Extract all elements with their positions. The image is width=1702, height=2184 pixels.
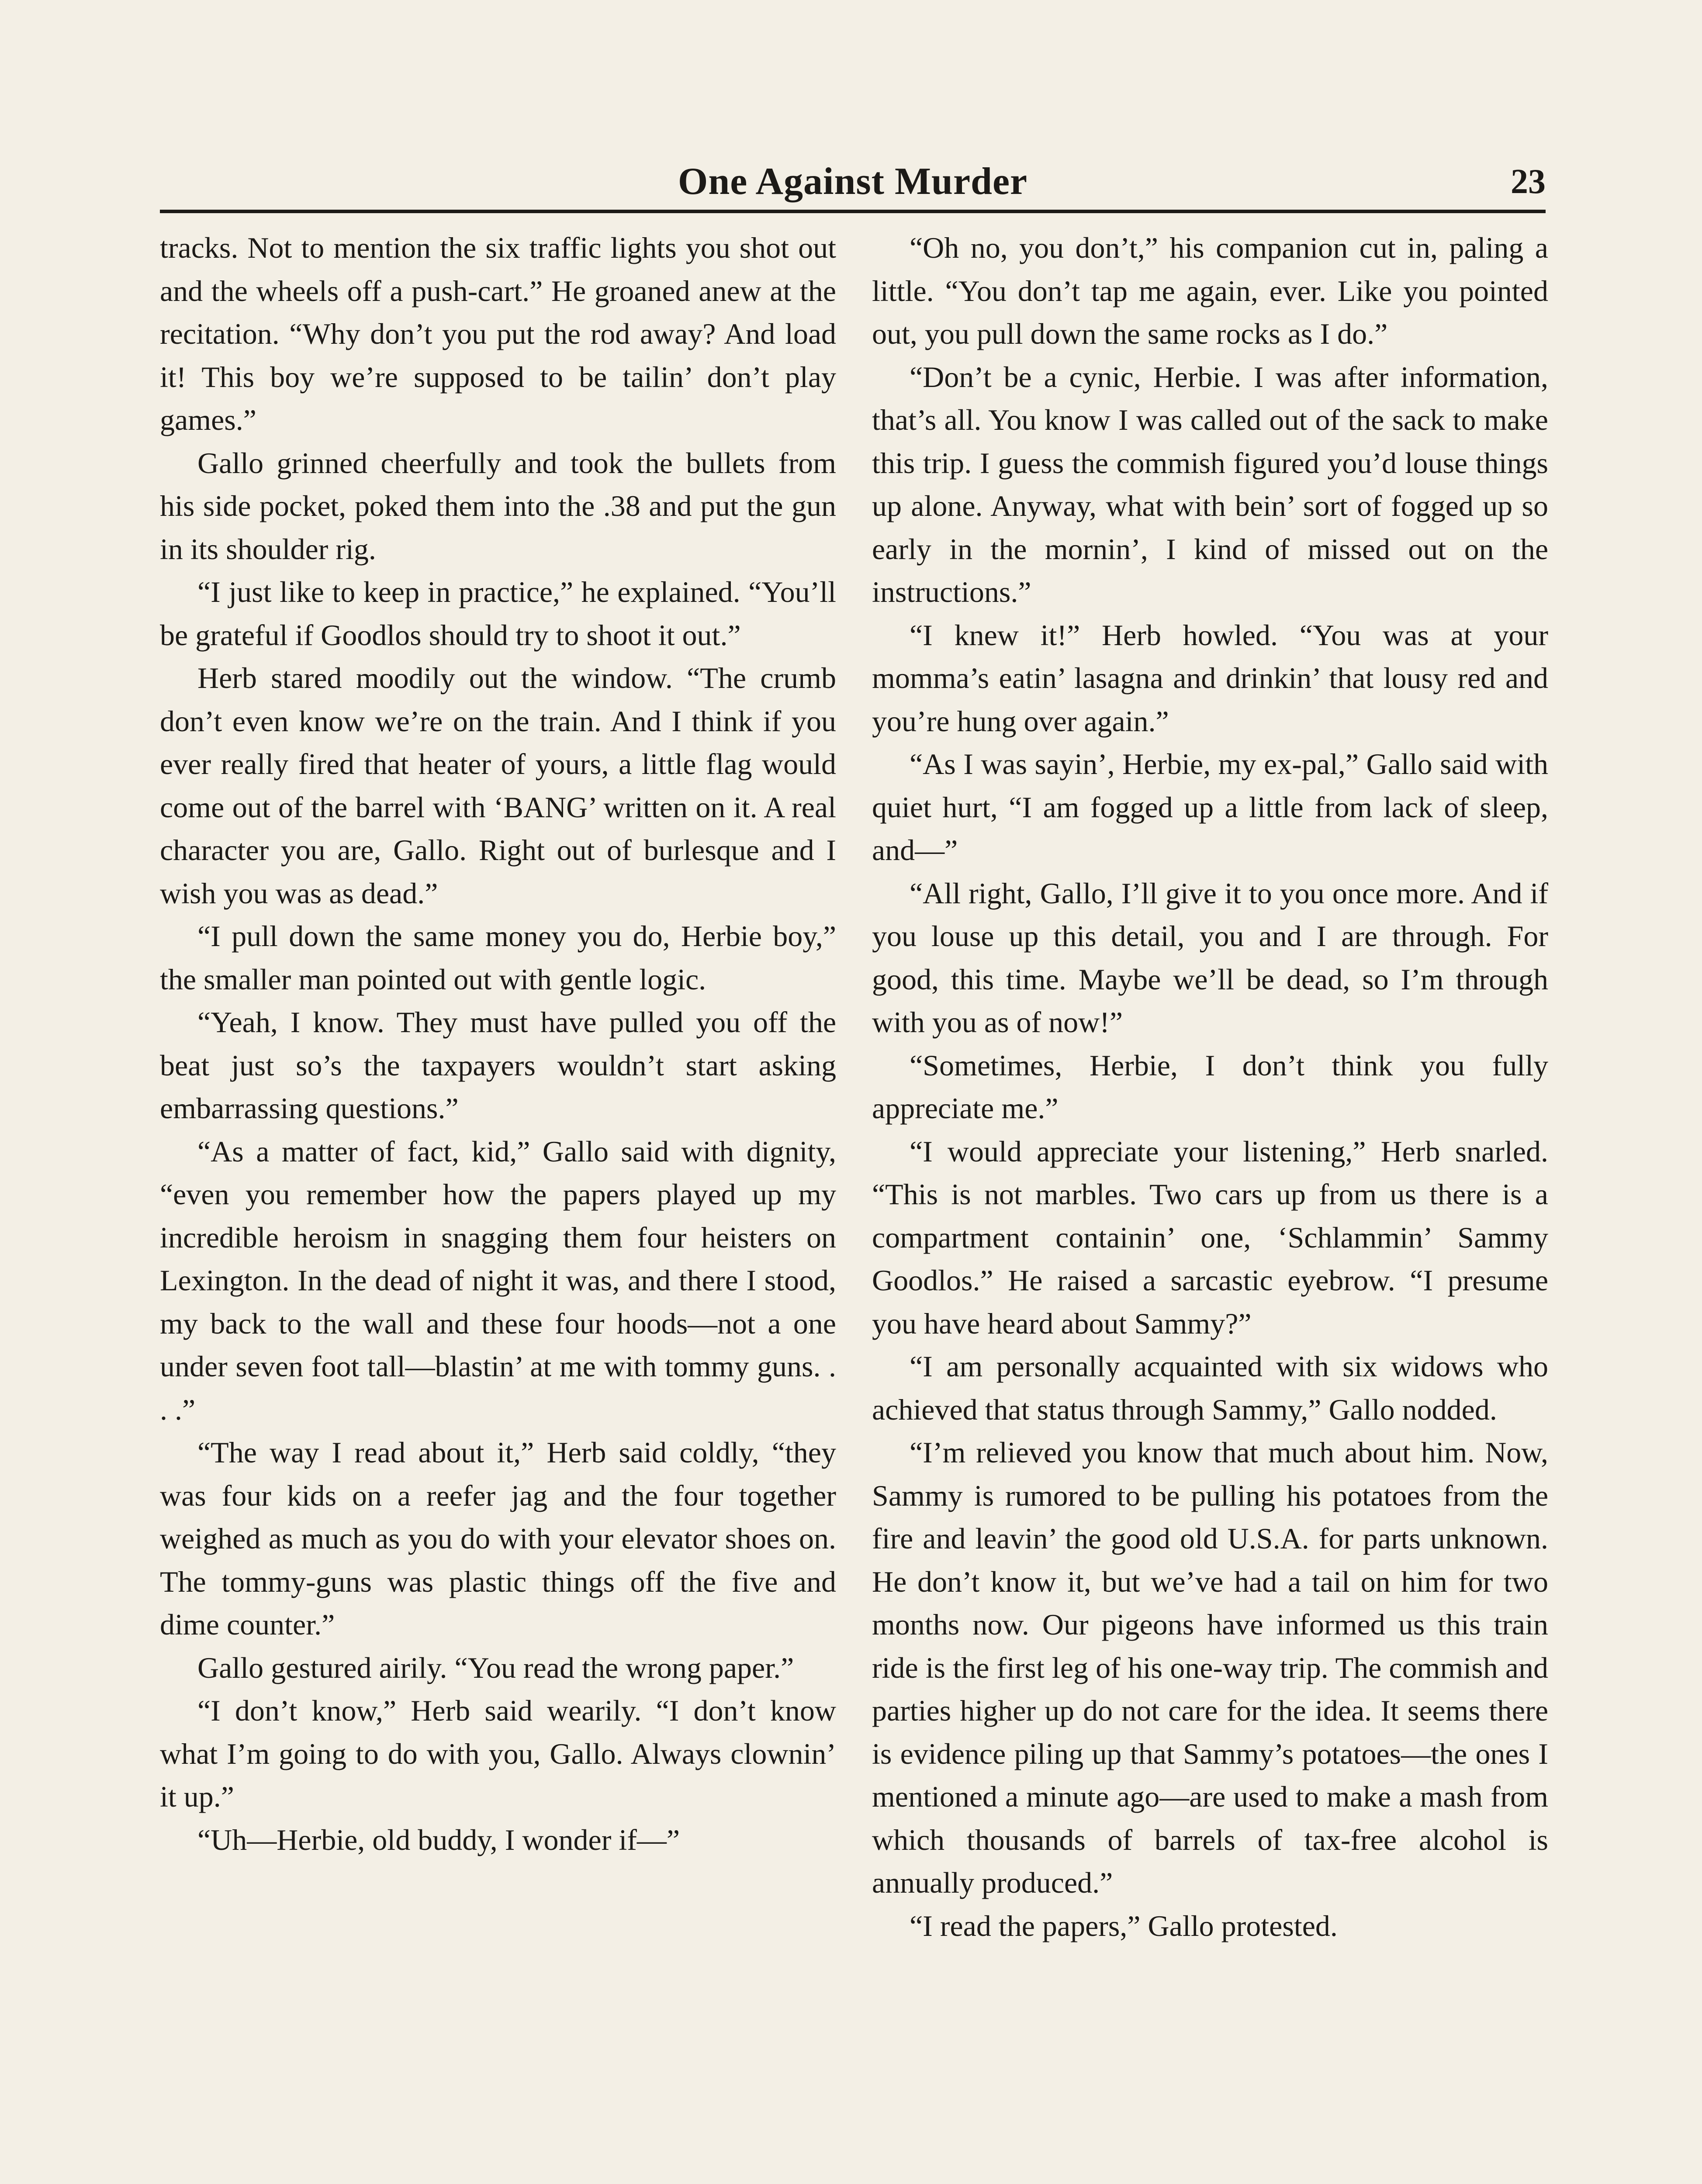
paragraph: “Yeah, I know. They must have pulled you off the beat just so’s the taxpayers wouldn’t start asking embarrassing questions.”: [160, 1006, 836, 1125]
running-head: [160, 156, 1546, 208]
paragraph: “I knew it!” Herb howled. “You was at your momma’s eatin’ lasagna and drinkin’ that lousy red and you’re hung over again.”: [872, 618, 1548, 738]
paragraph: “Uh—Herbie, old buddy, I wonder if—”: [197, 1823, 680, 1856]
running-title: One Against Murder: [678, 160, 1028, 203]
paragraph: “I would appreciate your listening,” Herb snarled. “This is not marbles. Two cars up from us there is a compartment containin’ one, ‘Schlammin’ Sammy Goodlos.” He raised a sarcastic eyebrow. “I presume you have heard about Sammy?”: [872, 1134, 1548, 1340]
paragraph: “As I was sayin’, Herbie, my ex-pal,” Gallo said with quiet hurt, “I am fogged up a little from lack of sleep, and—”: [872, 747, 1548, 867]
paragraph: “I am personally acquainted with six widows who achieved that status through Sammy,” Gallo nodded.: [872, 1350, 1548, 1426]
page-number: 23: [1511, 162, 1546, 201]
paragraph: Gallo gestured airily. “You read the wrong paper.”: [197, 1651, 794, 1684]
paragraph: “I’m relieved you know that much about him. Now, Sammy is rumored to be pulling his potatoes from the fire and leavin’ the good old U.S.A. for parts unknown. He don’t know it, but we’ve had a tail on him for two months now. Our pigeons have informed us this train ride is the first leg of his one-way trip. The commish and parties higher up do not care for the idea. It seems there is evidence piling up that Sammy’s potatoes—the ones I mentioned a minute ago—are used to make a mash from which thousands of barrels of tax-free alcohol is annually produced.”: [872, 1436, 1548, 1899]
paragraph: “Sometimes, Herbie, I don’t think you fully appreciate me.”: [872, 1048, 1548, 1125]
right-column: [872, 226, 1548, 2184]
paragraph: “I just like to keep in practice,” he explained. “You’ll be grateful if Goodlos should try to shoot it out.”: [160, 575, 836, 652]
paragraph: “Oh no, you don’t,” his companion cut in, paling a little. “You don’t tap me again, ever. Like you pointed out, you pull down the same rocks as I do.”: [872, 231, 1548, 350]
paragraph: Herb stared moodily out the window. “The crumb don’t even know we’re on the train. And I think if you ever really fired that heater of yours, a little flag would come out of the barrel with ‘BANG’ written on it. A real character you are, Gallo. Right out of burlesque and I wish you was as dead.”: [160, 661, 836, 910]
paragraph: “Don’t be a cynic, Herbie. I was after information, that’s all. You know I was called out of the sack to make this trip. I guess the commish figured you’d louse things up alone. Anyway, what with bein’ sort of fogged up so early in the mornin’, I kind of missed out on the instructions.”: [872, 360, 1548, 608]
left-column: [160, 226, 836, 2184]
paragraph: “I pull down the same money you do, Herbie boy,” the smaller man pointed out with gentle logic.: [160, 919, 836, 996]
paragraph: Gallo grinned cheerfully and took the bullets from his side pocket, poked them into the .38 and put the gun in its shoulder rig.: [160, 446, 836, 566]
paragraph: “As a matter of fact, kid,” Gallo said with dignity, “even you remember how the papers played up my incredible heroism in snagging them four heisters on Lexington. In the dead of night it was, and there I stood, my back to the wall and these four hoods—not a one under seven foot tall—blastin’ at me with tommy guns. . . .”: [160, 1134, 836, 1426]
paragraph: “The way I read about it,” Herb said coldly, “they was four kids on a reefer jag and the four together weighed as much as you do with your elevator shoes on. The tommy-guns was plastic things off the five and dime counter.”: [160, 1436, 836, 1641]
paragraph: tracks. Not to mention the six traffic lights you shot out and the wheels off a push-cart.” He groaned anew at the recitation. “Why don’t you put the rod away? And load it! This boy we’re supposed to be tailin’ don’t play games.”: [160, 231, 836, 436]
header-rule: [160, 210, 1546, 213]
paragraph: “All right, Gallo, I’ll give it to you once more. And if you louse up this detail, you and I are through. For good, this time. Maybe we’ll be dead, so I’m through with you as of now!”: [872, 876, 1548, 1039]
paragraph: “I read the papers,” Gallo protested.: [910, 1909, 1338, 1942]
paragraph: “I don’t know,” Herb said wearily. “I don’t know what I’m going to do with you, Gallo. Always clownin’ it up.”: [160, 1694, 836, 1813]
